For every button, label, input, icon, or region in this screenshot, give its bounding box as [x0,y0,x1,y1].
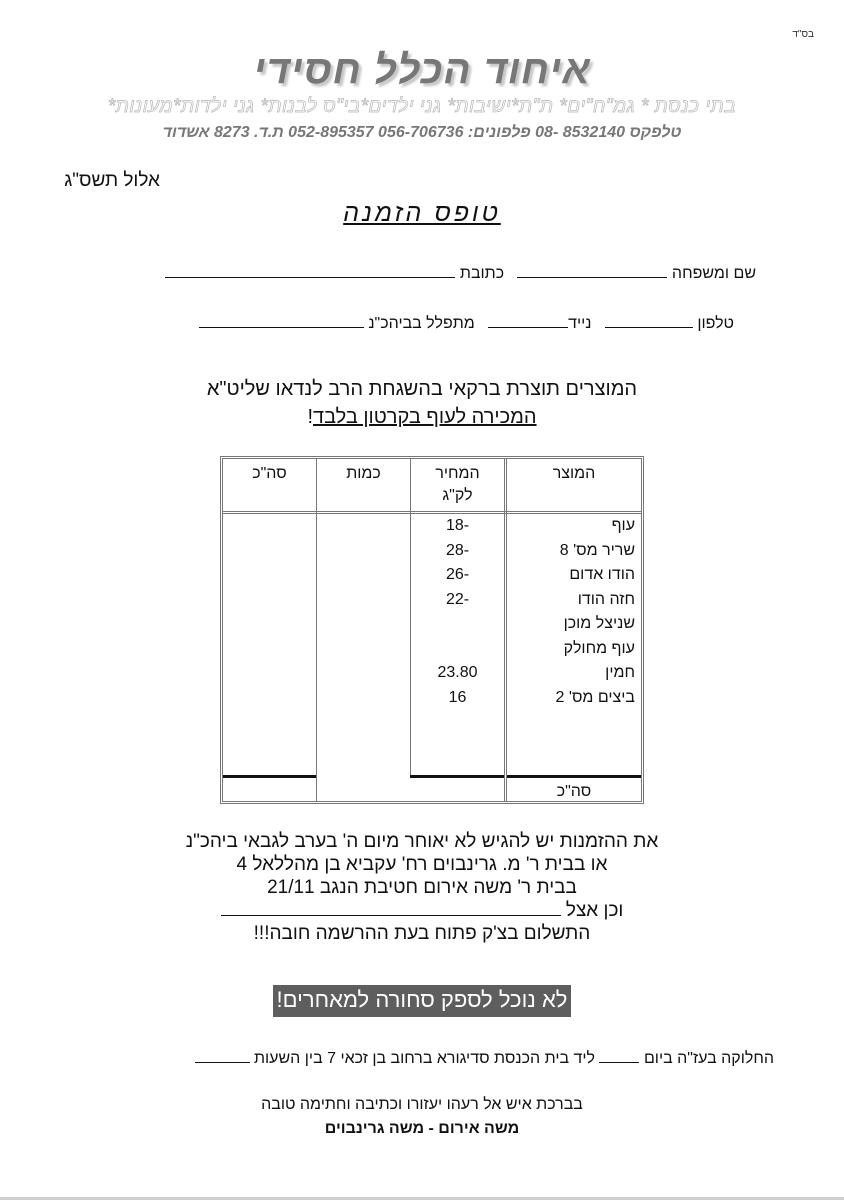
grand-total-field[interactable] [223,779,316,801]
bsd-mark: בס"ד [792,29,814,40]
carton-notice-excl: ! [307,406,313,428]
quantity-column-input[interactable] [317,515,410,773]
price-cell [411,612,504,637]
synagogue-label: מתפלל בביהכ"נ [368,315,475,332]
hebrew-date: אלול תשס"ג [64,170,160,191]
price-cell: 28- [445,541,470,559]
instruction-line-1: את ההזמנות יש להגיש לא יאוחר מיום ה' בערב לגבאי ביהכ"נ [185,831,659,852]
price-cell: 23.80 [437,664,478,681]
organization-institutions: בתי כנסת * גמ"ח"ים* ת"ת*ישיבות* גני ילדים*בי"ס לבנות* גני ילדות*מעונות* [107,96,737,117]
also-at-field[interactable] [221,901,561,916]
product-cell: שניצל מוכן [563,615,635,632]
organization-contact: טלפקס 8532140 -08 פלפונים: 056-706736 052-895357 ת.ד. 8273 אשדוד [162,124,682,141]
supervision-notice: המוצרים תוצרת ברקאי בהשגחת הרב לנדאו שליט"א [206,378,638,400]
header-quantity: כמות [346,465,381,482]
late-orders-warning [0,985,844,1017]
price-column [411,514,504,710]
instruction-line-3: בבית ר' משה אירום חטיבת הנגב 21/11 [267,877,577,898]
synagogue-field[interactable] [199,313,364,328]
distribution-day-field[interactable] [599,1048,639,1063]
instruction-line-5: התשלום בצ'ק פתוח בעת ההרשמה חובה!!! [253,923,591,944]
header-product: המוצר [552,465,596,482]
also-at-label: וכן אצל [565,900,624,921]
distribution-day-label: החלוקה בעז"ה ביום [643,1050,774,1067]
name-address-row [165,263,756,283]
phone-label: טלפון [697,315,734,332]
product-underline [507,775,641,778]
distribution-location: ליד בית הכנסת סדיגורא ברחוב בן זכאי 7 בין השעות [253,1050,596,1067]
address-label: כתובת [459,265,505,282]
distribution-hours-field[interactable] [195,1048,250,1063]
price-underline [410,775,504,778]
organization-title: איחוד הכלל חסידי [253,48,591,92]
header-price [411,463,504,507]
name-field[interactable] [517,263,667,278]
product-cell: חמין [605,664,635,681]
instruction-line-4 [0,899,844,922]
phone-row [199,313,734,333]
product-cell: עוף מחולק [563,639,635,657]
mobile-field[interactable] [488,313,568,328]
total-underline [223,775,316,778]
address-field[interactable] [165,263,455,278]
price-cell: 18- [445,517,470,534]
form-title: טופס הזמנה [343,199,501,227]
closing-blessing: בברכת איש אל רעהו יעזורו וכתיבה וחתימה טובה [261,1096,583,1113]
footer-total-label: סה"כ [556,783,592,800]
submission-instructions [0,830,844,945]
name-label: שם ומשפחה [671,265,756,282]
price-cell: 16 [448,688,467,706]
signatures: משה אירום - משה גרינבוים [324,1120,520,1137]
order-table [220,456,644,804]
product-cell: הודו אדום [569,566,635,583]
total-column-input[interactable] [223,515,316,773]
carton-notice-text: המכירה לעוף בקרטון בלבד [313,406,537,428]
product-cell: ביצים מס' 2 [555,688,635,706]
phone-field[interactable] [605,313,693,328]
warning-banner: לא נוכל לספק סחורה למאחרים! [273,985,572,1017]
header-total: סה"כ [252,465,287,482]
mobile-label: נייד [568,315,592,332]
instruction-line-2: או בבית ר' מ. גרינבוים רח' עקביא בן מהללאל 4 [236,854,608,875]
header-price-label: המחיר [435,465,480,482]
product-cell: חזה הודו [577,590,635,608]
product-column [507,514,635,710]
price-cell: 22- [445,590,470,608]
product-cell: עוף [611,517,635,534]
distribution-info [195,1048,774,1068]
price-cell [411,637,504,662]
carton-notice [0,406,844,429]
header-price-unit: לק"ג [442,487,473,504]
price-cell: 26- [445,566,470,583]
product-cell: שריר מס' 8 [559,541,635,559]
